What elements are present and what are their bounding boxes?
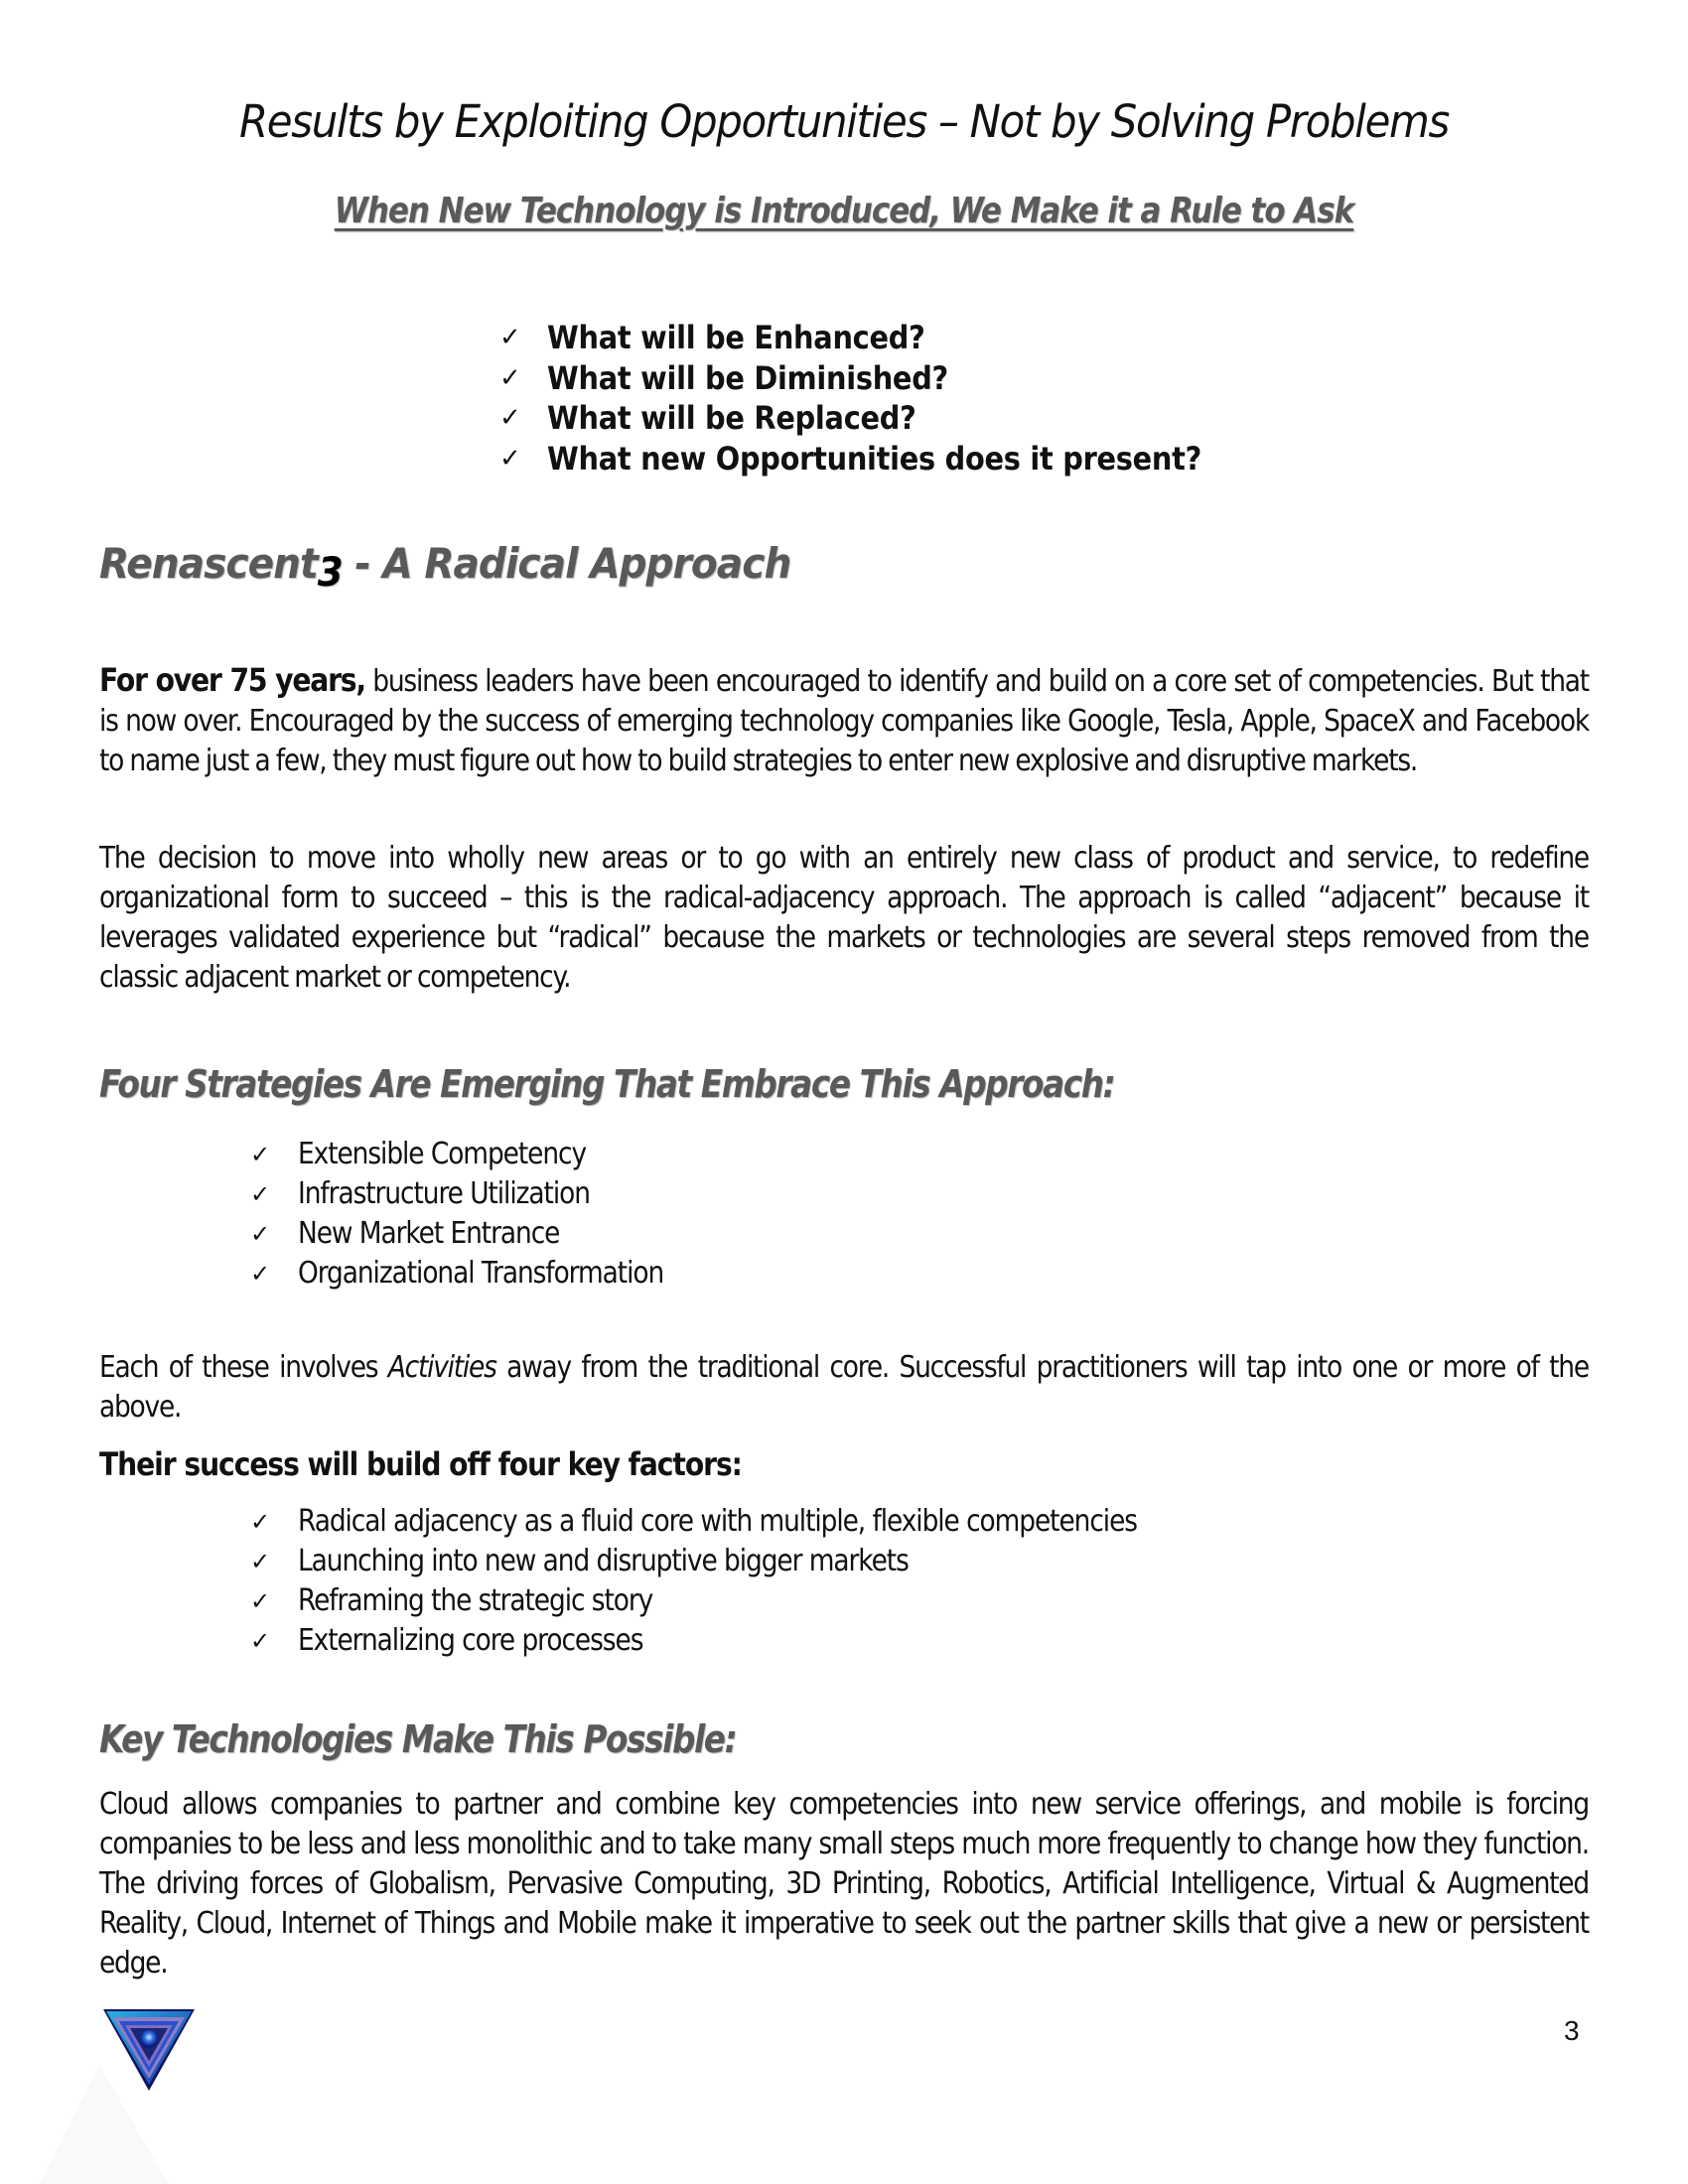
checkmark-icon: ✓: [499, 443, 521, 474]
list-item: ✓ Launching into new and disruptive bigger markets: [250, 1542, 1251, 1581]
questions-list: [499, 318, 1274, 478]
factors-list: [250, 1502, 1251, 1661]
list-item: ✓ What will be Replaced?: [499, 399, 916, 437]
key-factors-lead: Their success will build off four key factors:: [99, 1445, 742, 1483]
checkmark-icon: ✓: [250, 1627, 269, 1655]
section-heading-renascent: Renascent3 - A Radical Approach: [99, 539, 791, 596]
emphasis-activities: Activities: [387, 1350, 496, 1385]
list-item: ✓ Reframing the strategic story: [250, 1581, 1251, 1621]
checkmark-icon: ✓: [250, 1587, 269, 1615]
list-item: ✓ What will be Enhanced?: [499, 319, 925, 356]
list-item: ✓ Organizational Transformation: [250, 1254, 713, 1294]
page-number: 3: [1564, 2015, 1580, 2046]
paragraph-radical-adjacency: The decision to move into wholly new areas or to go with an entirely new class of product and service, to redefine organizational form to succeed – this is the radical-adjacency approach. The approach is called “adjacent” because it leverages validated experience but “radical” because the markets or technologies are several steps removed from the classic adjacent market or competency.: [99, 841, 1589, 995]
list-item: ✓ Radical adjacency as a fluid core with multiple, flexible competencies: [250, 1502, 1251, 1542]
checkmark-icon: ✓: [250, 1260, 269, 1288]
checkmark-icon: ✓: [250, 1220, 269, 1248]
checkmark-icon: ✓: [250, 1508, 269, 1536]
paragraph-technologies: Cloud allows companies to partner and combine key competencies into new service offerings, and mobile is forcing companies to be less and less monolithic and to take many small steps much more frequently to change how they function. The driving forces of Globalism, Pervasive Computing, 3D Printing, Robotics, Artificial Intelligence, Virtual & Augmented Reality, Cloud, Internet of Things and Mobile make it imperative to seek out the partner skills that give a new or persistent edge.: [99, 1787, 1589, 1980]
page-title: Results by Exploiting Opportunities – Not by Solving Problems: [238, 95, 1450, 148]
list-item: ✓ Infrastructure Utilization: [250, 1174, 713, 1214]
list-item: ✓ Externalizing core processes: [250, 1621, 1251, 1661]
list-item: ✓ Extensible Competency: [250, 1135, 713, 1174]
heading-number: 3: [317, 550, 343, 596]
checkmark-icon: ✓: [250, 1180, 269, 1208]
checkmark-icon: ✓: [499, 323, 521, 352]
page-subtitle: When New Technology is Introduced, We Make it a Rule to Ask: [334, 191, 1354, 231]
section-heading-strategies: Four Strategies Are Emerging That Embrace This Approach:: [99, 1062, 1115, 1106]
list-item: ✓ What new Opportunities does it present?: [499, 439, 1202, 478]
paragraph-lead: For over 75 years,: [99, 661, 365, 699]
strategies-list: [250, 1135, 713, 1294]
list-item: ✓ What will be Diminished?: [499, 358, 948, 397]
section-heading-technologies: Key Technologies Make This Possible:: [99, 1717, 737, 1761]
triangle-logo-icon: [99, 2005, 199, 2093]
paragraph-intro: For over 75 years, business leaders have been encouraged to identify and build on a core set of competencies. But that is now over. Encouraged by the success of emerging technology companies like Google, Tesla, Apple, SpaceX and Facebook to name just a few, they must figure out how to build strategies to enter new explosive and disruptive markets.: [99, 661, 1589, 778]
checkmark-icon: ✓: [499, 403, 521, 433]
paragraph-activities: Each of these involves Activities away from the traditional core. Successful practitioners will tap into one or more of the above.: [99, 1350, 1589, 1425]
checkmark-icon: ✓: [499, 362, 521, 393]
checkmark-icon: ✓: [250, 1548, 269, 1575]
list-item: ✓ New Market Entrance: [250, 1214, 713, 1254]
checkmark-icon: ✓: [250, 1141, 269, 1168]
